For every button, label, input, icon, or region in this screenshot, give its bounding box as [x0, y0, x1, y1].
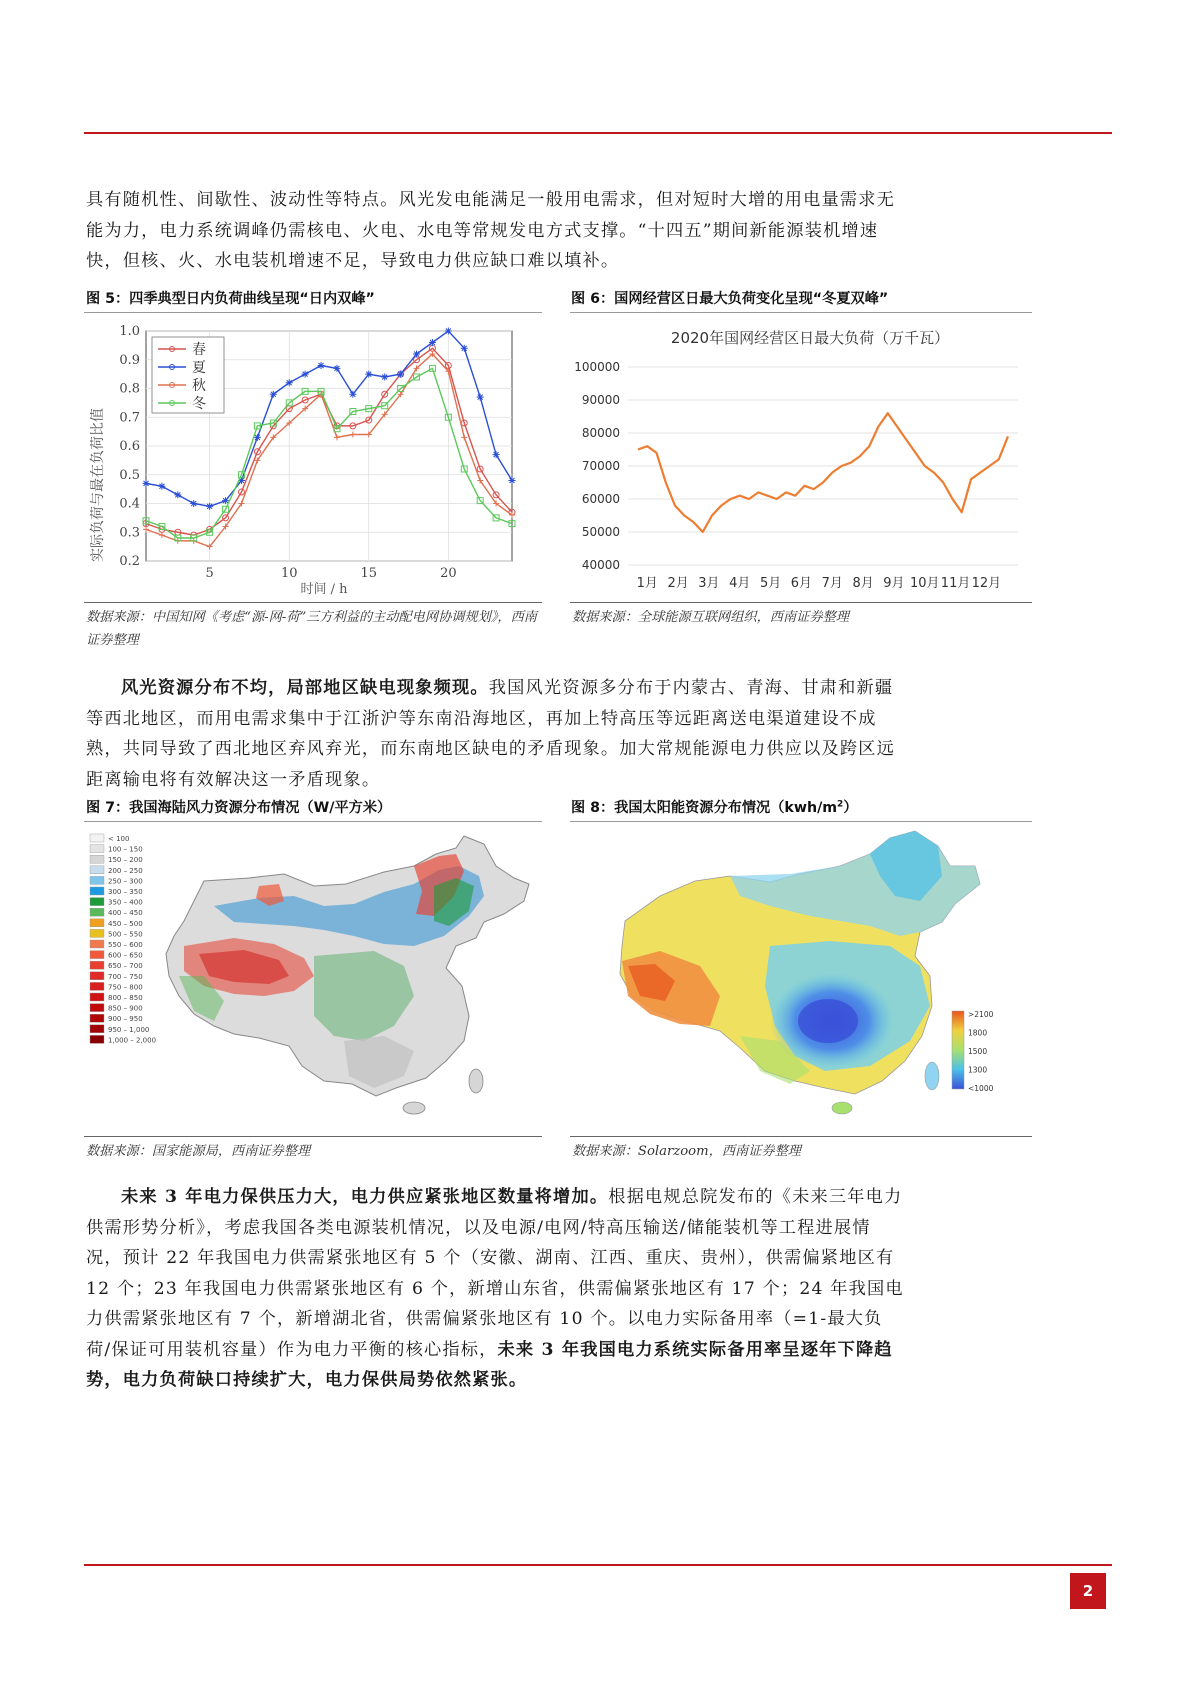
fig5-ytick: 0.4: [119, 496, 140, 512]
fig7-legend-swatch: [90, 993, 104, 1001]
fig8-legend-label: 1300: [968, 1065, 988, 1075]
fig8-legend-label: <1000: [968, 1084, 994, 1093]
fig7-legend-swatch: [90, 876, 104, 884]
fig7-legend-swatch: [90, 1004, 104, 1012]
fig7-legend-label: 750 – 800: [108, 983, 143, 992]
fig5-point: [381, 374, 388, 381]
fig6-title: 图 6：国网经营区日最大负荷变化呈现“冬夏双峰”: [571, 291, 889, 307]
fig7-legend-label: 850 – 900: [108, 1004, 143, 1013]
fig5-point: [318, 362, 325, 369]
fig5-ylabel: 实际负荷与最在负荷比值: [90, 408, 106, 562]
fig5-point: [174, 491, 181, 498]
fig5-point: [509, 477, 516, 484]
fig8-solar-map: [570, 826, 1032, 1131]
fig7-legend-swatch: [90, 855, 104, 863]
paragraph-3-bold: 未来 3 年电力保供压力大，电力供应紧张地区数量将增加。: [121, 1187, 609, 1207]
paragraph-2: [86, 673, 906, 795]
fig5-legend-label: 春: [192, 342, 206, 358]
fig5-ytick: 0.3: [119, 525, 140, 541]
fig7-legend-swatch: [90, 1025, 104, 1033]
fig7-legend-label: 350 – 400: [108, 898, 143, 907]
fig7-top-rule: [84, 821, 542, 822]
fig8-bottom-rule: [570, 1136, 1032, 1137]
fig5-ytick: 0.9: [119, 352, 140, 368]
fig8-title: 图 8：我国太阳能资源分布情况$(kwh/m^2)$: [571, 799, 858, 816]
fig6-xtick: 3月: [698, 576, 720, 591]
fig7-legend-label: 700 – 750: [108, 972, 143, 981]
paragraph-2-bold: 风光资源分布不均，局部地区缺电现象频现。: [121, 678, 489, 698]
fig5-legend-label: 秋: [192, 378, 206, 394]
paragraph-1: 具有随机性、间歇性、波动性等特点。风光发电能满足一般用电需求，但对短时大增的用电量需求无能为力，电力系统调峰仍需核电、火电、水电等常规发电方式支撑。“十四五”期间新能源装机增速快，但核、火、水电装机增速不足，导致电力供应缺口难以填补。: [86, 190, 896, 271]
fig7-legend-label: 250 – 300: [108, 877, 143, 886]
fig5-legend-label: 夏: [192, 360, 206, 376]
fig6-xtick: 2月: [667, 576, 689, 591]
fig7-legend-label: 600 – 650: [108, 951, 143, 960]
fig5-top-rule: [84, 312, 542, 313]
fig5-chart: [84, 315, 542, 600]
fig8-legend-label: 1800: [968, 1028, 988, 1038]
fig7-legend-swatch: [90, 919, 104, 927]
fig7-legend-swatch: [90, 834, 104, 842]
fig6-xtick: 10月: [909, 576, 940, 591]
fig7-legend-swatch: [90, 929, 104, 937]
fig5-point: [302, 371, 309, 378]
fig8-source: 数据来源：Solarzoom，西南证券整理: [572, 1144, 801, 1159]
fig6-xtick: 7月: [821, 576, 843, 591]
fig7-wind-map: [84, 826, 542, 1131]
fig5-ytick: 0.7: [119, 410, 140, 426]
fig5-xlabel: 时间 / h: [300, 582, 348, 597]
fig5-point: [270, 391, 277, 398]
fig5-ytick: 1.0: [119, 324, 140, 339]
fig5-ytick: 0.6: [119, 439, 140, 454]
fig5-point: [190, 500, 197, 507]
fig8-top-rule: [570, 821, 1032, 822]
fig5-point: [143, 480, 150, 487]
fig7-legend-label: 200 – 250: [108, 866, 143, 875]
fig5-xtick: 10: [280, 566, 298, 581]
paragraph-3-bold-end: 未来 3 年我国电力系统实际备用率呈逐年下降趋势，电力负荷缺口持续扩大，电力保供局势依然紧张。: [86, 1339, 893, 1390]
fig8-legend-label: 1500: [968, 1047, 988, 1056]
fig5-legend: [152, 337, 224, 413]
fig7-legend-swatch: [90, 845, 104, 853]
fig7-legend-swatch: [90, 898, 104, 906]
fig7-legend-label: 500 – 550: [108, 930, 143, 939]
footer-rule: [84, 1564, 1112, 1566]
fig7-legend-swatch: [90, 908, 104, 916]
fig6-bottom-rule: [570, 602, 1032, 603]
fig5-point: [429, 339, 436, 346]
fig5-point: [365, 371, 372, 378]
fig8-legend-label: >2100: [968, 1010, 994, 1019]
fig6-xtick: 1月: [636, 576, 658, 591]
fig7-legend-swatch: [90, 887, 104, 895]
fig5-bottom-rule: [84, 602, 542, 603]
fig7-legend-label: 300 – 350: [108, 888, 143, 896]
fig7-source: 数据来源：国家能源局，西南证券整理: [86, 1144, 311, 1159]
fig7-legend-swatch: [90, 972, 104, 980]
fig7-legend-label: 450 – 500: [108, 919, 143, 928]
fig7-legend-swatch: [90, 940, 104, 948]
fig5-ytick: 0.8: [119, 381, 140, 397]
fig7-legend-swatch: [90, 1014, 104, 1022]
fig7-legend-swatch: [90, 1035, 104, 1043]
paragraph-3: [86, 1182, 906, 1396]
fig6-top-rule: [570, 312, 1032, 313]
fig6-ytick: 90000: [581, 393, 620, 407]
fig6-xtick: 12月: [971, 576, 1002, 591]
fig6-xtick: 6月: [790, 576, 813, 591]
fig7-legend-label: < 100: [108, 835, 130, 843]
fig6-xtick: 11月: [940, 576, 971, 591]
fig7-title: 图 7：我国海陆风力资源分布情况（W/平方米）: [86, 800, 392, 816]
fig7-legend-label: 900 – 950: [108, 1015, 143, 1024]
fig6-ytick: 50000: [581, 525, 620, 539]
fig5-xtick: 15: [360, 566, 378, 581]
fig5-title: 图 5：四季典型日内负荷曲线呈现“日内双峰”: [86, 291, 375, 307]
paragraph-3-text: 根据电规总院发布的《未来三年电力供需形势分析》，考虑我国各类电源装机情况，以及电源/电网/特高压输送/储能装机等工程进展情况，预计 22 年我国电力供需紧张地区有 5 个（安徽、湖南、江西、重庆、贵州），供需偏紧地区有 12 个；23 年我国电力供需紧张地区有 6 个，新增山东省，供需偏紧张地区有 17 个；24 年我国电力供需紧张地区有 7 个，新增湖北省，供需偏紧张地区有 10 个。以电力实际备用率（=1-最大负荷/保证可用装机容量）作为电力平衡的核心指标，: [86, 1187, 904, 1360]
fig6-ytick: 100000: [574, 360, 620, 374]
fig7-legend-swatch: [90, 951, 104, 959]
fig6-ytick: 60000: [581, 492, 620, 506]
fig7-legend-label: 800 – 850: [108, 994, 143, 1002]
fig5-xtick: 20: [440, 566, 457, 581]
fig5-point: [349, 391, 356, 398]
fig7-legend-swatch: [90, 961, 104, 969]
fig6-source: 数据来源：全球能源互联网组织，西南证券整理: [572, 610, 849, 625]
fig5-point: [206, 503, 213, 510]
paragraph-2-text: 我国风光资源多分布于内蒙古、青海、甘肃和新疆等西北地区，而用电需求集中于江浙沪等东南沿海地区，再加上特高压等远距离送电渠道建设不成熟，共同导致了西北地区弃风弃光，而东南地区缺电的矛盾现象。加大常规能源电力供应以及跨区远距离输电将有效解决这一矛盾现象。: [86, 678, 896, 790]
fig5-ytick: 0.2: [119, 554, 140, 569]
fig5-source: 数据来源：中国知网《考虑“源-网-荷”三方利益的主动配电网协调规划》，西南证券整理: [86, 610, 537, 648]
fig5-point: [445, 328, 452, 335]
fig6-xtick: 8月: [852, 576, 874, 591]
fig5-xtick: 5: [205, 566, 214, 581]
fig5-point: [413, 351, 420, 358]
fig7-legend-label: 650 – 700: [108, 962, 143, 971]
fig5-point: [158, 483, 165, 490]
fig6-xtick: 4月: [729, 576, 751, 591]
fig8-legend-bar: [952, 1011, 964, 1089]
fig5-point: [477, 394, 484, 401]
fig7-legend-label: 100 – 150: [108, 845, 143, 854]
fig6-ytick: 70000: [581, 459, 620, 473]
header-rule: [84, 132, 1112, 134]
fig7-legend-label: 550 – 600: [108, 941, 143, 949]
fig7-legend-label: 1,000 – 2,000: [108, 1036, 157, 1045]
fig5-point: [333, 365, 340, 372]
page-number: 2: [1070, 1573, 1106, 1609]
fig7-legend-label: 950 – 1,000: [108, 1025, 150, 1034]
fig7-legend-label: 400 – 450: [108, 909, 143, 918]
fig7-legend-swatch: [90, 866, 104, 874]
fig7-legend-swatch: [90, 982, 104, 990]
fig7-bottom-rule: [84, 1136, 542, 1137]
fig5-point: [397, 371, 404, 378]
fig7-legend-label: 150 – 200: [108, 856, 143, 865]
fig5-point: [286, 379, 293, 386]
fig6-ytick: 80000: [581, 426, 620, 440]
fig5-point: [493, 451, 500, 458]
fig6-xtick: 9月: [883, 576, 905, 591]
fig5-legend-label: 冬: [192, 396, 206, 412]
fig5-ytick: 0.5: [119, 467, 140, 483]
fig6-chart-title: 2020年国网经营区日最大负荷（万千瓦）: [670, 329, 950, 347]
fig6-chart: [570, 315, 1032, 600]
fig6-xtick: 5月: [759, 576, 782, 591]
fig6-ytick: 40000: [581, 558, 620, 572]
fig5-point: [461, 345, 468, 352]
